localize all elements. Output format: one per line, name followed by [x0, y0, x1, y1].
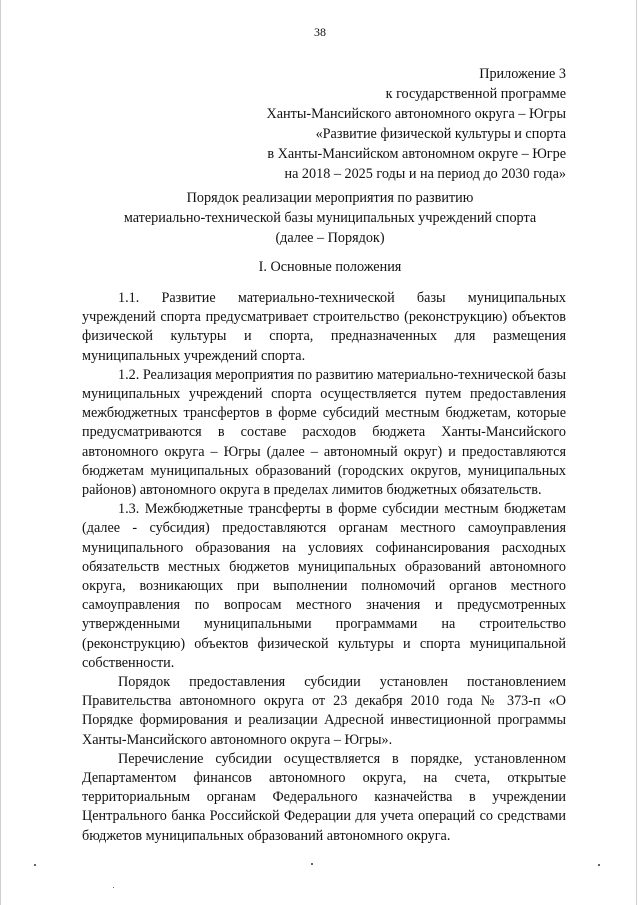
page-number: 38 — [314, 25, 326, 39]
section-heading: I. Основные положения — [258, 259, 402, 275]
paragraph-1-2: 1.2. Реализация мероприятия по развитию материально-технической базы муниципальных учреждений спорта осуществляется путем предоставления межбюджетных трансфертов в форме субсидий местным бюджетам, которые предусматриваются в составе расходов бюджета Ханты-Мансийского автономного округа – Югры (далее – автономный округ) и предоставляются бюджетам муниципальных образований (городских округов, муниципальных районов) автономного округа в пределах лимитов бюджетных обязательств. — [82, 366, 566, 499]
scan-speck — [598, 864, 600, 866]
body-text — [82, 289, 566, 846]
scan-speck — [113, 887, 114, 888]
title-line: (далее – Порядок) — [275, 230, 385, 246]
appendix-line: «Развитие физической культуры и спорта — [315, 126, 566, 142]
paragraph-1-3: 1.3. Межбюджетные трансферты в форме субсидии местным бюджетам (далее - субсидия) предоставляются органам местного самоуправления муниципального образования на условиях софинансирования расходных обязательств местных бюджетов муниципальных образований автономного округа, возникающих при выполнении полномочий органов местного самоуправления по вопросам местного значения и предусмотренных утвержденными муниципальными программами на строительство (реконструкцию) объектов физической культуры и спорта муниципальной собственности. — [82, 501, 566, 671]
paragraph-1-1: 1.1. Развитие материально-технической базы муниципальных учреждений спорта предусматривает строительство (реконструкцию) объектов физической культуры и спорта, предназначенных для размещения муниципальных учреждений спорта. — [82, 290, 566, 364]
appendix-line: Ханты-Мансийского автономного округа – Югры — [266, 106, 566, 122]
appendix-header — [186, 64, 566, 184]
scan-speck — [34, 864, 36, 866]
document-title — [80, 188, 580, 248]
title-line: материально-технической базы муниципальных учреждений спорта — [123, 210, 537, 226]
scan-right-edge — [636, 0, 637, 905]
scan-speck — [311, 863, 313, 865]
scan-left-edge — [0, 0, 1, 905]
appendix-line: Приложение 3 — [479, 66, 566, 82]
paragraph-procedure: Порядок предоставления субсидии установлен постановлением Правительства автономного округа от 23 декабря 2010 года № 373-п «О Порядке формирования и реализации Адресной инвестиционной программы Ханты-Мансийского автономного округа – Югры». — [82, 674, 566, 748]
appendix-line: к государственной программе — [385, 86, 566, 102]
appendix-line: в Ханты-Мансийском автономном округе – Югре — [267, 146, 566, 162]
title-line: Порядок реализации мероприятия по развитию — [186, 190, 474, 206]
paragraph-transfer: Перечисление субсидии осуществляется в порядке, установленном Департаментом финансов автономного округа, на счета, открытые территориальным органам Федерального казначейства в учреждении Центрального банка Российской Федерации для учета операций со средствами бюджетов муниципальных образований автономного округа. — [82, 750, 566, 844]
appendix-line: на 2018 – 2025 годы и на период до 2030 года» — [284, 166, 566, 182]
